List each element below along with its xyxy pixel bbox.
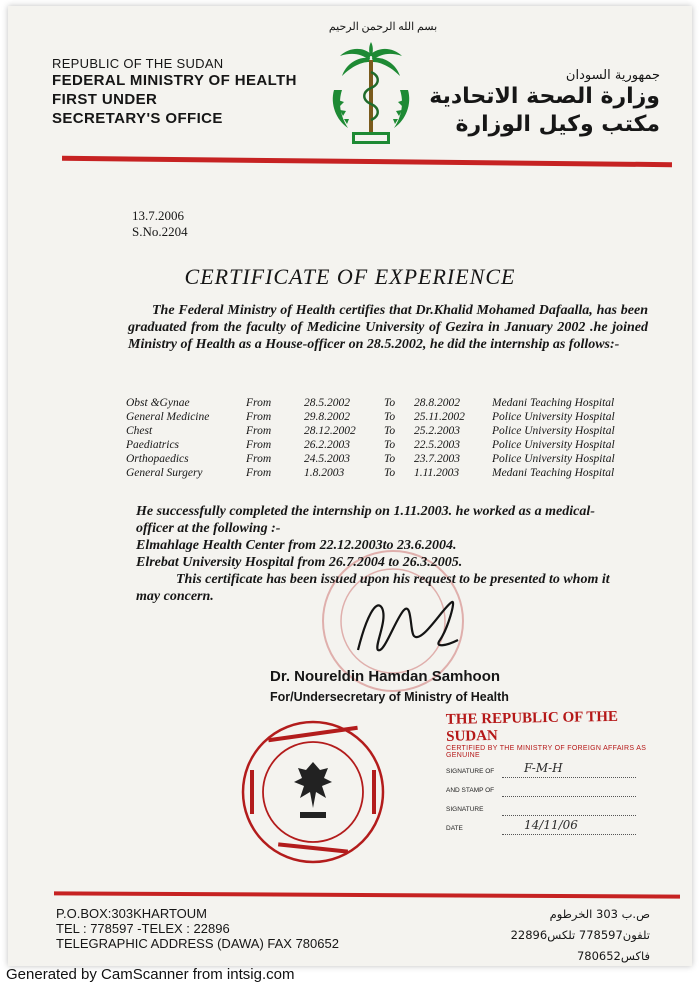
header-english <box>52 56 297 128</box>
rotation-to-label: To <box>384 453 396 465</box>
official-round-stamp-icon <box>238 718 388 866</box>
auth-row-label: SIGNATURE <box>446 806 484 813</box>
rotation-from-date: 28.5.2002 <box>304 397 350 409</box>
auth-row-handwriting: F-M-H <box>524 761 563 775</box>
footer-divider <box>54 891 680 898</box>
auth-row-line <box>502 815 636 816</box>
table-row <box>126 396 642 410</box>
rotation-from-label: From <box>246 439 272 451</box>
rotation-to-date: 25.2.2003 <box>414 425 460 437</box>
header-divider <box>62 156 672 167</box>
footer-arabic-fax: فاكس780652 <box>576 949 650 963</box>
rotation-from-label: From <box>246 397 272 409</box>
rotation-from-date: 26.2.2003 <box>304 439 350 451</box>
rotation-from-label: From <box>246 467 272 479</box>
rotation-hospital: Medani Teaching Hospital <box>492 467 615 479</box>
intro-paragraph <box>128 302 648 353</box>
table-row <box>126 466 642 480</box>
rotation-to-label: To <box>384 425 396 437</box>
footer-arabic <box>511 904 650 967</box>
auth-row-handwriting: 14/11/06 <box>524 818 578 832</box>
auth-row-line <box>502 834 636 835</box>
auth-row-label: DATE <box>446 825 463 832</box>
camscanner-watermark: Generated by CamScanner from intsig.com <box>6 966 295 983</box>
rotation-dept: General Surgery <box>126 467 203 479</box>
auth-row-line <box>502 796 636 797</box>
rotation-to-date: 1.11.2003 <box>414 467 460 479</box>
auth-row <box>446 787 656 797</box>
rotation-hospital: Police University Hospital <box>492 453 615 465</box>
rotation-hospital: Medani Teaching Hospital <box>492 397 615 409</box>
header-office-line2: SECRETARY'S OFFICE <box>52 110 223 127</box>
header-office-line1: FIRST UNDER <box>52 91 158 108</box>
table-row <box>126 438 642 452</box>
completion-line: He successfully completed the internship on 1.11.2003. he worked as a medical-officer at the following :- <box>136 504 595 536</box>
header-arabic-office: مكتب وكيل الوزارة <box>455 112 660 137</box>
footer-tel: TEL : 778597 -TELEX : 22896 <box>56 921 230 936</box>
rotation-to-date: 23.7.2003 <box>414 453 460 465</box>
rotation-to-label: To <box>384 411 396 423</box>
rotation-from-date: 1.8.2003 <box>304 467 345 479</box>
auth-heading: THE REPUBLIC OF THE SUDAN <box>445 708 619 745</box>
auth-row <box>446 806 656 816</box>
rotation-to-date: 28.8.2002 <box>414 397 460 409</box>
rotation-from-date: 28.12.2002 <box>304 425 356 437</box>
rotation-dept: Obst &Gynae <box>126 397 190 409</box>
table-row <box>126 410 642 424</box>
header-country: REPUBLIC OF THE SUDAN <box>52 56 224 71</box>
footer-fax: TELEGRAPHIC ADDRESS (DAWA) FAX 780652 <box>56 936 339 951</box>
footer-arabic-tel: تلفون778597 تلكس22896 <box>510 928 650 942</box>
header-arabic-ministry: وزارة الصحة الاتحادية <box>429 84 660 109</box>
footer-english <box>56 906 339 951</box>
header-arabic-country: جمهورية السودان <box>565 68 660 83</box>
ministry-emblem-icon <box>324 42 418 150</box>
closing-text: This certificate has been issued upon his request to be presented to whom it may concern. <box>136 572 610 604</box>
internship-table <box>126 396 642 480</box>
signer-title: For/Undersecretary of Ministry of Health <box>270 690 509 704</box>
issue-date: 13.7.2006 <box>132 208 184 223</box>
post-2: Elrebat University Hospital from 26.7.2004 to 26.3.2005. <box>136 555 463 570</box>
rotation-from-date: 29.8.2002 <box>304 411 350 423</box>
footer-po-box: P.O.BOX:303KHARTOUM <box>56 906 208 921</box>
serial-number: S.No.2204 <box>132 224 188 239</box>
header-arabic <box>429 68 660 139</box>
auth-row <box>446 818 656 835</box>
auth-subheading: CERTIFIED BY THE MINISTRY OF FOREIGN AFFAIRS AS GENUINE <box>446 745 647 759</box>
table-row <box>126 452 642 466</box>
rotation-to-label: To <box>384 439 396 451</box>
rotation-dept: Orthopaedics <box>126 453 189 465</box>
certificate-title: CERTIFICATE OF EXPERIENCE <box>184 264 516 289</box>
rotation-from-date: 24.5.2003 <box>304 453 350 465</box>
certificate-page <box>8 6 692 966</box>
header-ministry: FEDERAL MINISTRY OF HEALTH <box>52 72 297 89</box>
rotation-to-label: To <box>384 467 396 479</box>
rotation-dept: Chest <box>126 425 153 437</box>
rotation-to-label: To <box>384 397 396 409</box>
auth-row-label: AND STAMP OF <box>446 787 495 794</box>
rotation-from-label: From <box>246 425 272 437</box>
rotation-from-label: From <box>246 411 272 423</box>
rotation-from-label: From <box>246 453 272 465</box>
handwritten-signature-icon <box>348 588 468 668</box>
rotation-hospital: Police University Hospital <box>492 439 615 451</box>
auth-row <box>446 761 656 778</box>
post-1: Elmahlage Health Center from 22.12.2003to 23.6.2004. <box>136 538 457 553</box>
rotation-dept: Paediatrics <box>126 439 180 451</box>
rotation-to-date: 22.5.2003 <box>414 439 460 451</box>
reference-block <box>132 208 188 240</box>
auth-row-label: SIGNATURE OF <box>446 768 495 775</box>
rotation-dept: General Medicine <box>126 411 210 423</box>
rotation-hospital: Police University Hospital <box>492 411 615 423</box>
table-row <box>126 424 642 438</box>
intro-text: The Federal Ministry of Health certifies that Dr.Khalid Mohamed Dafaalla, has been graduated from the faculty of Medicine University of Gezira in January 2002 .he joined Ministry of Health as a House-officer on 28.5.2002, he did the internship as follows:- <box>128 303 648 352</box>
authentication-stamp <box>446 710 656 835</box>
signer-name: Dr. Noureldin Hamdan Samhoon <box>270 668 501 685</box>
rotation-to-date: 25.11.2002 <box>414 411 465 423</box>
rotation-hospital: Police University Hospital <box>492 425 615 437</box>
bismillah-text: بسم الله الرحمن الرحيم <box>328 21 438 33</box>
auth-row-line <box>502 777 636 778</box>
footer-arabic-po-box: ص.ب 303 الخرطوم <box>549 907 650 921</box>
